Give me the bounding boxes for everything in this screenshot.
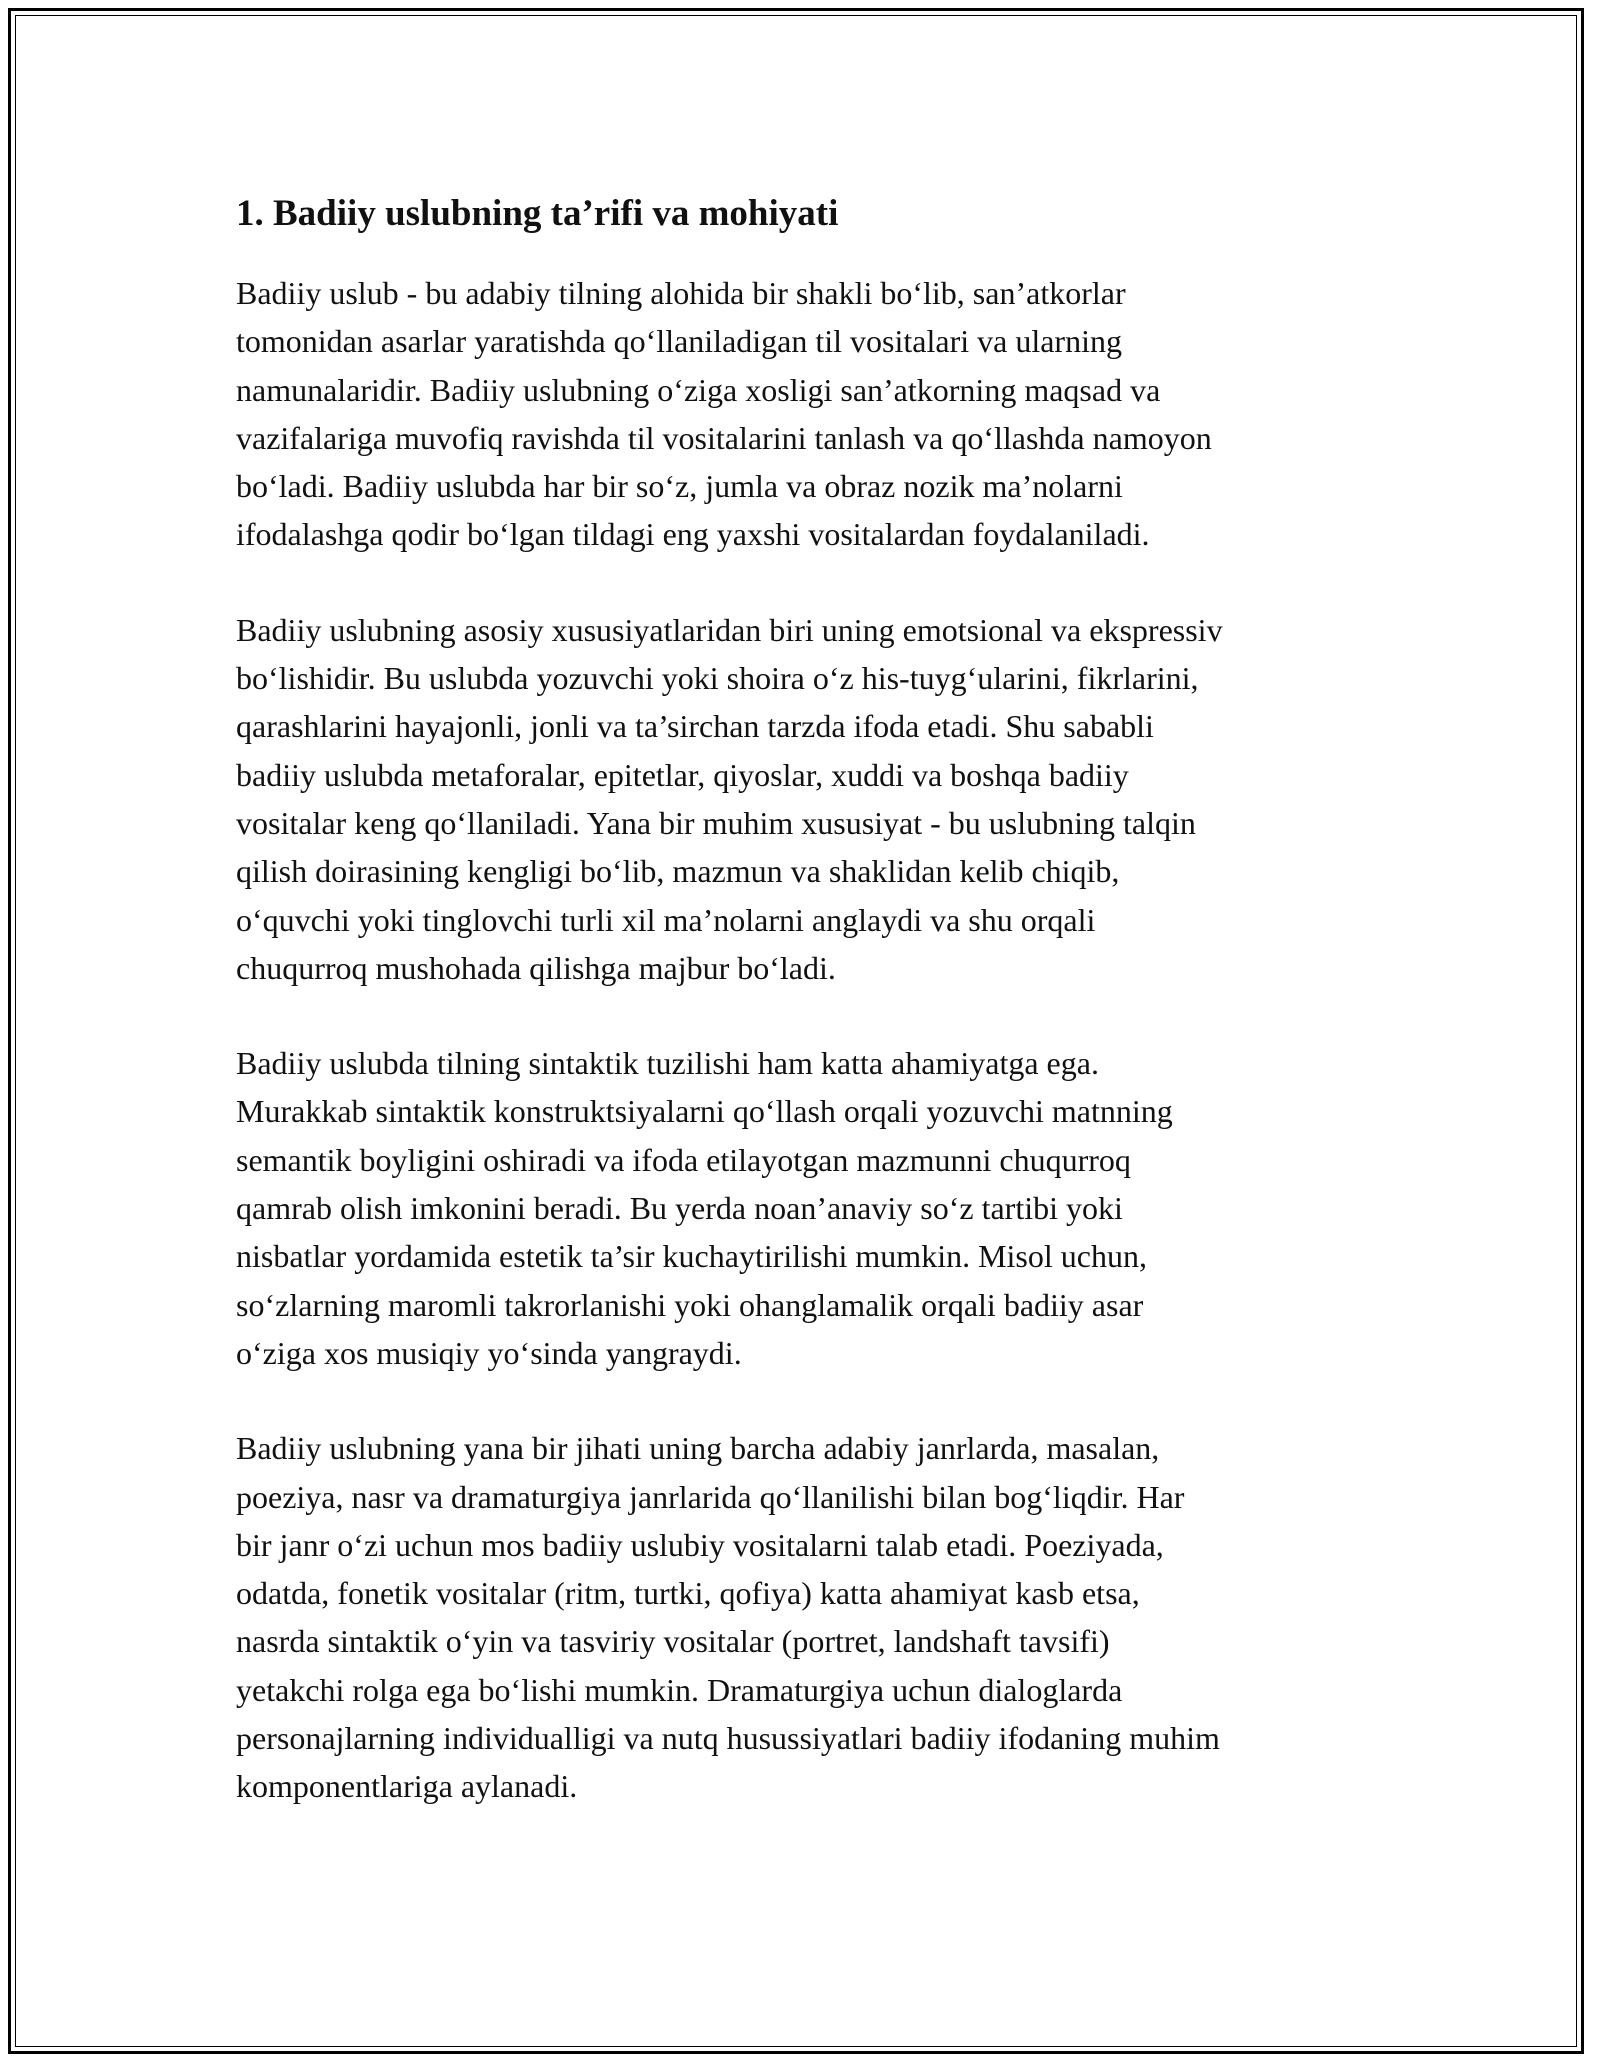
paragraph-line: ifodalashga qodir bo‘lgan tildagi eng yaxshi vositalardan foydalaniladi.	[236, 516, 1150, 553]
paragraph-line: vositalar keng qo‘llaniladi. Yana bir muhim xususiyat - bu uslubning talqin	[236, 804, 1196, 841]
paragraph-line: bo‘ladi. Badiiy uslubda har bir so‘z, jumla va obraz nozik ma’nolarni	[236, 468, 1123, 505]
paragraph-4	[236, 1424, 1366, 1810]
paragraph-line: badiiy uslubda metaforalar, epitetlar, qiyoslar, xuddi va boshqa badiiy	[236, 756, 1129, 793]
paragraph-line: komponentlariga aylanadi.	[236, 1768, 578, 1805]
paragraph-line: namunalaridir. Badiiy uslubning o‘ziga xosligi san’atkorning maqsad va	[236, 371, 1161, 408]
document-body	[236, 185, 1366, 1858]
paragraph-line: qilish doirasining kengligi bo‘lib, mazmun va shaklidan kelib chiqib,	[236, 853, 1120, 890]
paragraph-line: nisbatlar yordamida estetik ta’sir kuchaytirilishi mumkin. Misol uchun,	[236, 1238, 1147, 1275]
paragraph-line: odatda, fonetik vositalar (ritm, turtki, qofiya) katta ahamiyat kasb etsa,	[236, 1575, 1140, 1612]
paragraph-line: yetakchi rolga ega bo‘lishi mumkin. Dramaturgiya uchun dialoglarda	[236, 1671, 1123, 1708]
paragraph-line: qamrab olish imkonini beradi. Bu yerda noan’anaviy so‘z tartibi yoki	[236, 1190, 1123, 1227]
paragraph-line: o‘quvchi yoki tinglovchi turli xil ma’nolarni anglaydi va shu orqali	[236, 901, 1096, 938]
section-heading: 1. Badiiy uslubning ta’rifi va mohiyati	[236, 193, 839, 234]
paragraph-line: Murakkab sintaktik konstruktsiyalarni qo‘llash orqali yozuvchi matnning	[236, 1093, 1173, 1130]
paragraph-line: Badiiy uslubning asosiy xususiyatlaridan biri uning emotsional va ekspressiv	[236, 611, 1223, 648]
paragraph-line: chuqurroq mushohada qilishga majbur bo‘ladi.	[236, 949, 836, 986]
paragraph-line: Badiiy uslub - bu adabiy tilning alohida bir shakli bo‘lib, san’atkorlar	[236, 275, 1126, 311]
paragraph-line: so‘zlarning maromli takrorlanishi yoki ohanglamalik orqali badiiy asar	[236, 1286, 1144, 1323]
paragraph-1	[236, 269, 1366, 559]
paragraph-line: personajlarning individualligi va nutq husussiyatlari badiiy ifodaning muhim	[236, 1720, 1220, 1757]
paragraph-2	[236, 606, 1366, 992]
paragraph-line: nasrda sintaktik o‘yin va tasviriy vositalar (portret, landshaft tavsifi)	[236, 1623, 1110, 1660]
paragraph-line: Badiiy uslubda tilning sintaktik tuzilishi ham katta ahamiyatga ega.	[236, 1045, 1099, 1082]
paragraph-3	[236, 1039, 1366, 1377]
paragraph-line: vazifalariga muvofiq ravishda til vositalarini tanlash va qo‘llashda namoyon	[236, 419, 1212, 456]
paragraph-line: poeziya, nasr va dramaturgiya janrlarida qo‘llanilishi bilan bog‘liqdir. Har	[236, 1478, 1185, 1515]
paragraph-line: qarashlarini hayajonli, jonli va ta’sirchan tarzda ifoda etadi. Shu sababli	[236, 708, 1154, 745]
paragraph-line: o‘ziga xos musiqiy yo‘sinda yangraydi.	[236, 1334, 742, 1371]
paragraph-line: tomonidan asarlar yaratishda qo‘llaniladigan til vositalari va ularning	[236, 323, 1122, 360]
paragraph-line: bo‘lishidir. Bu uslubda yozuvchi yoki shoira o‘z his-tuyg‘ularini, fikrlarini,	[236, 660, 1199, 697]
paragraph-line: semantik boyligini oshiradi va ifoda etilayotgan mazmunni chuqurroq	[236, 1141, 1131, 1178]
paragraph-line: Badiiy uslubning yana bir jihati uning barcha adabiy janrlarda, masalan,	[236, 1430, 1160, 1467]
paragraph-line: bir janr o‘zi uchun mos badiiy uslubiy vositalarni talab etadi. Poeziyada,	[236, 1526, 1164, 1563]
